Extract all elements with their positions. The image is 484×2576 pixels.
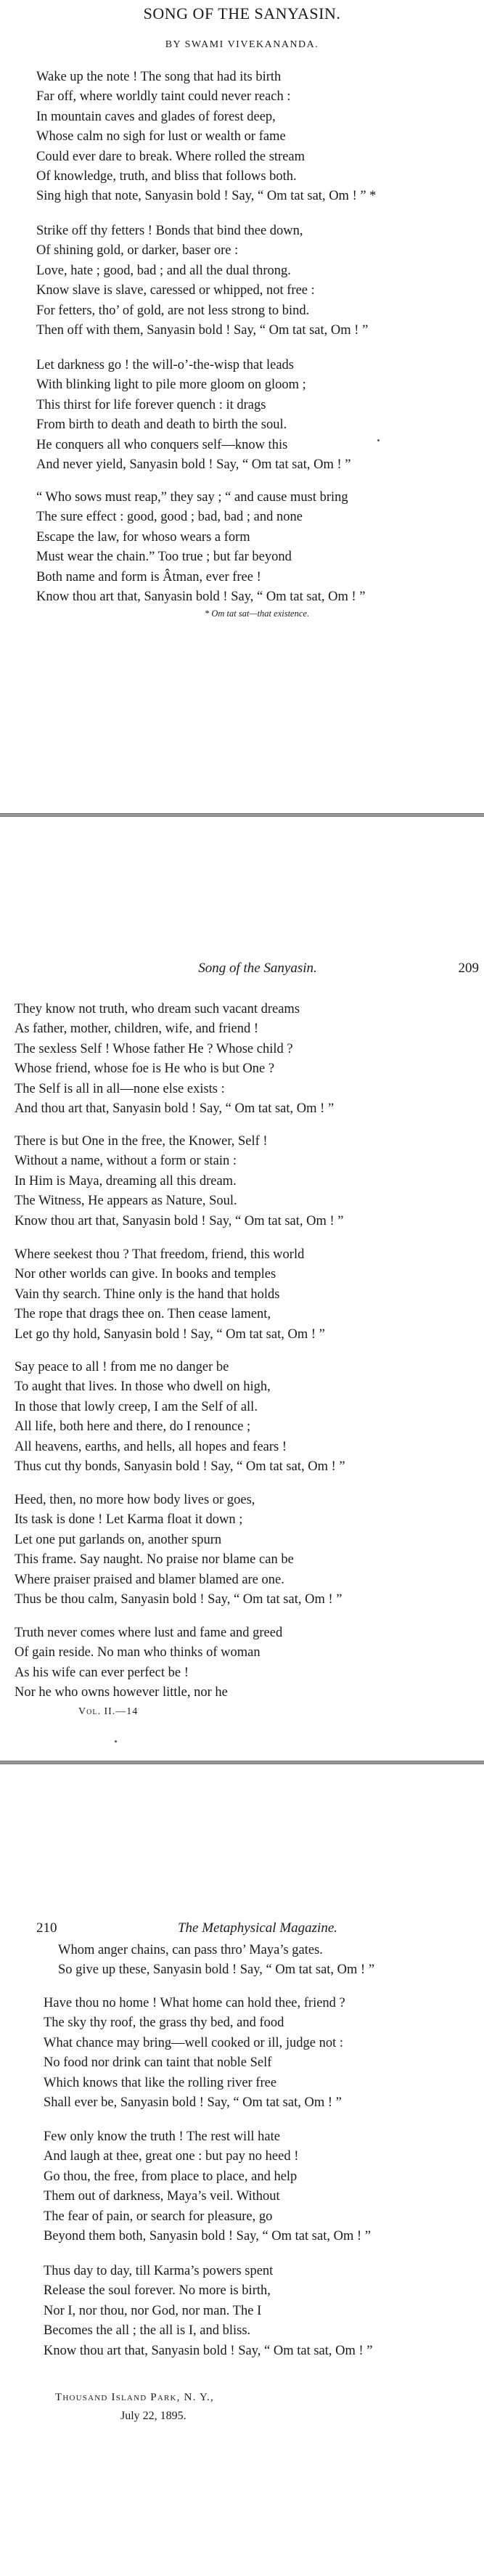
signature-mark: Vol. II.—14 xyxy=(78,1706,139,1717)
poem-line: Nor other worlds can give. In books and temples xyxy=(15,1267,276,1282)
footnote: * Om tat sat—that existence. xyxy=(205,608,310,619)
poem-line: This frame. Say naught. No praise nor blame can be xyxy=(15,1552,294,1568)
poem-line: Where praiser praised and blamer blamed are one. xyxy=(15,1572,284,1587)
page-number: 210 xyxy=(36,1920,57,1936)
poem-line: Love, hate ; good, bad ; and all the dual throng. xyxy=(36,263,291,278)
poem-line: In Him is Maya, dreaming all this dream. xyxy=(15,1173,237,1189)
poem-line: Strike off thy fetters ! Bonds that bind thee down, xyxy=(36,224,303,238)
poem-line: This thirst for life forever quench : it drags xyxy=(36,397,266,412)
stanza xyxy=(44,1994,484,2113)
poem-line: The Self is all in all—none else exists : xyxy=(15,1081,225,1096)
poem-line: Nor he who owns however little, nor he xyxy=(15,1685,228,1700)
poem-line: The sky thy roof, the grass thy bed, and food xyxy=(44,2015,284,2031)
poem-line: Then off with them, Sanyasin bold ! Say, “ Om tat sat, Om ! ” xyxy=(36,323,369,338)
stanza xyxy=(36,356,484,475)
date-line: July 22, 1895. xyxy=(120,2410,186,2422)
poem-line: For fetters, tho’ of gold, are not less strong to bind. xyxy=(36,303,310,318)
stanza xyxy=(15,1000,464,1119)
poem-line: Know thou art that, Sanyasin bold ! Say, “ Om tat sat, Om ! ” xyxy=(44,2343,373,2358)
poem-line: The Witness, He appears as Nature, Soul. xyxy=(15,1194,237,1209)
stanza xyxy=(36,68,484,207)
poem-line: Its task is done ! Let Karma float it down ; xyxy=(15,1512,243,1528)
poem-line: Shall ever be, Sanyasin bold ! Say, “ Om tat sat, Om ! ” xyxy=(44,2095,342,2111)
poem-line: To aught that lives. In those who dwell on high, xyxy=(15,1379,271,1395)
poem-line: Have thou no home ! What home can hold thee, friend ? xyxy=(44,1996,345,2010)
poem-line: From birth to death and death to birth the soul. xyxy=(36,417,287,433)
page-1 xyxy=(0,0,484,813)
page-2 xyxy=(0,817,484,1761)
poem-line: All life, both here and there, do I renounce ; xyxy=(15,1419,251,1435)
poem-line: They know not truth, who dream such vacant dreams xyxy=(15,1002,300,1016)
stanza xyxy=(15,1491,464,1610)
poem-line: Thus be thou calm, Sanyasin bold ! Say, “ Om tat sat, Om ! ” xyxy=(15,1592,343,1607)
poem-line: Know slave is slave, caressed or whipped, not free : xyxy=(36,283,315,298)
poem-line: Thus day to day, till Karma’s powers spent xyxy=(44,2264,274,2278)
poem-line: Let darkness go ! the will-o’-the-wisp that leads xyxy=(36,358,294,372)
poem-author: BY SWAMI VIVEKANANDA. xyxy=(165,39,319,50)
poem-line: Of shining gold, or darker, baser ore : xyxy=(36,243,239,258)
poem-line: Far off, where worldly taint could never reach : xyxy=(36,89,291,105)
print-speck xyxy=(377,439,380,441)
place-line: Thousand Island Park, N. Y., xyxy=(55,2392,214,2403)
poem-line: The sure effect : good, good ; bad, bad ; and none xyxy=(36,510,303,525)
poem-line: Nor I, nor thou, nor God, nor man. The I xyxy=(44,2303,262,2318)
poem-title: SONG OF THE SANYASIN. xyxy=(143,4,341,23)
poem-line: He conquers all who conquers self—know this xyxy=(36,437,288,452)
running-head: Song of the Sanyasin. xyxy=(198,961,317,976)
poem-line: In those that lowly creep, I am the Self of all. xyxy=(15,1399,258,1414)
poem-line: Sing high that note, Sanyasin bold ! Say, “ Om tat sat, Om ! ” * xyxy=(36,189,377,204)
poem-line: Which knows that like the rolling river free xyxy=(44,2075,277,2090)
poem-line: Vain thy search. Thine only is the hand that holds xyxy=(15,1287,280,1302)
stanza xyxy=(36,221,484,341)
poem-line: With blinking light to pile more gloom on gloom ; xyxy=(36,378,306,393)
poem-line: Let one put garlands on, another spurn xyxy=(15,1532,222,1547)
poem-line: Of knowledge, truth, and bliss that follows both. xyxy=(36,169,297,184)
stanza xyxy=(15,1623,464,1703)
poem-line: Let go thy hold, Sanyasin bold ! Say, “ Om tat sat, Om ! ” xyxy=(15,1326,325,1342)
stanza xyxy=(36,488,484,607)
signature xyxy=(55,2389,214,2425)
poem-line: Heed, then, no more how body lives or goes, xyxy=(15,1493,255,1507)
poem-line: Whose friend, whose foe is He who is but One ? xyxy=(15,1061,275,1077)
poem-line: And laugh at thee, great one : but pay no heed ! xyxy=(44,2149,299,2164)
poem-line: And never yield, Sanyasin bold ! Say, “ Om tat sat, Om ! ” xyxy=(36,457,351,473)
poem-line: Release the soul forever. No more is birth, xyxy=(44,2283,271,2299)
poem-line: Of gain reside. No man who thinks of woman xyxy=(15,1645,261,1660)
poem-line: The sexless Self ! Whose father He ? Whose child ? xyxy=(15,1041,293,1056)
stanza xyxy=(44,2127,484,2246)
poem-line: Where seekest thou ? That freedom, friend, this world xyxy=(15,1247,305,1262)
poem-line: In mountain caves and glades of forest deep, xyxy=(36,109,276,124)
poem-line: Go thou, the free, from place to place, and help xyxy=(44,2169,298,2184)
print-speck xyxy=(115,1740,117,1743)
poem-line: The rope that drags thee on. Then cease lament, xyxy=(15,1307,271,1322)
poem-line: Beyond them both, Sanyasin bold ! Say, “ Om tat sat, Om ! ” xyxy=(44,2229,371,2244)
stanza xyxy=(58,1941,484,1981)
poem-line: Whose calm no sigh for lust or wealth or fame xyxy=(36,129,286,144)
poem-line: Truth never comes where lust and fame and greed xyxy=(15,1626,283,1640)
poem-line: All heavens, earths, and hells, all hopes and fears ! xyxy=(15,1439,287,1454)
poem-line: Escape the law, for whoso wears a form xyxy=(36,529,250,545)
poem-line: And thou art that, Sanyasin bold ! Say, “ Om tat sat, Om ! ” xyxy=(15,1101,335,1117)
running-head: The Metaphysical Magazine. xyxy=(177,1920,338,1936)
poem-line: Must wear the chain.” Too true ; but far beyond xyxy=(36,550,292,565)
poem-line: Say peace to all ! from me no danger be xyxy=(15,1360,229,1374)
poem-line: Whom anger chains, can pass thro’ Maya’s gates. xyxy=(58,1943,323,1957)
poem-line: Without a name, without a form or stain : xyxy=(15,1154,237,1169)
stanza xyxy=(15,1245,464,1345)
poem-line: Both name and form is Âtman, ever free ! xyxy=(36,569,261,584)
poem-line: Thus cut thy bonds, Sanyasin bold ! Say, “ Om tat sat, Om ! ” xyxy=(15,1459,345,1475)
poem-line: As father, mother, children, wife, and friend ! xyxy=(15,1022,259,1037)
poem-line: What chance may bring—well cooked or ill, judge not : xyxy=(44,2035,344,2050)
page-3 xyxy=(0,1764,484,2576)
poem-line: The fear of pain, or search for pleasure, go xyxy=(44,2209,273,2224)
poem-line: As his wife can ever perfect be ! xyxy=(15,1665,189,1680)
poem-line: Know thou art that, Sanyasin bold ! Say, “ Om tat sat, Om ! ” xyxy=(36,590,366,605)
poem-line: Wake up the note ! The song that had its birth xyxy=(36,70,282,84)
poem-line: Few only know the truth ! The rest will hate xyxy=(44,2129,280,2144)
poem-line: Know thou art that, Sanyasin bold ! Say, “ Om tat sat, Om ! ” xyxy=(15,1213,344,1228)
page-number: 209 xyxy=(458,961,479,976)
stanza xyxy=(15,1358,464,1477)
stanza xyxy=(15,1132,464,1231)
poem-line: “ Who sows must reap,” they say ; “ and cause must bring xyxy=(36,490,348,505)
poem-line: There is but One in the free, the Knower, Self ! xyxy=(15,1134,268,1149)
poem-line: So give up these, Sanyasin bold ! Say, “ Om tat sat, Om ! ” xyxy=(58,1962,375,1978)
poem-line: Them out of darkness, Maya’s veil. Without xyxy=(44,2189,280,2204)
poem-line: Becomes the all ; the all is I, and bliss. xyxy=(44,2323,251,2339)
poem-line: Could ever dare to break. Where rolled the stream xyxy=(36,149,305,164)
stanza xyxy=(44,2262,484,2361)
poem-line: No food nor drink can taint that noble Self xyxy=(44,2055,272,2071)
